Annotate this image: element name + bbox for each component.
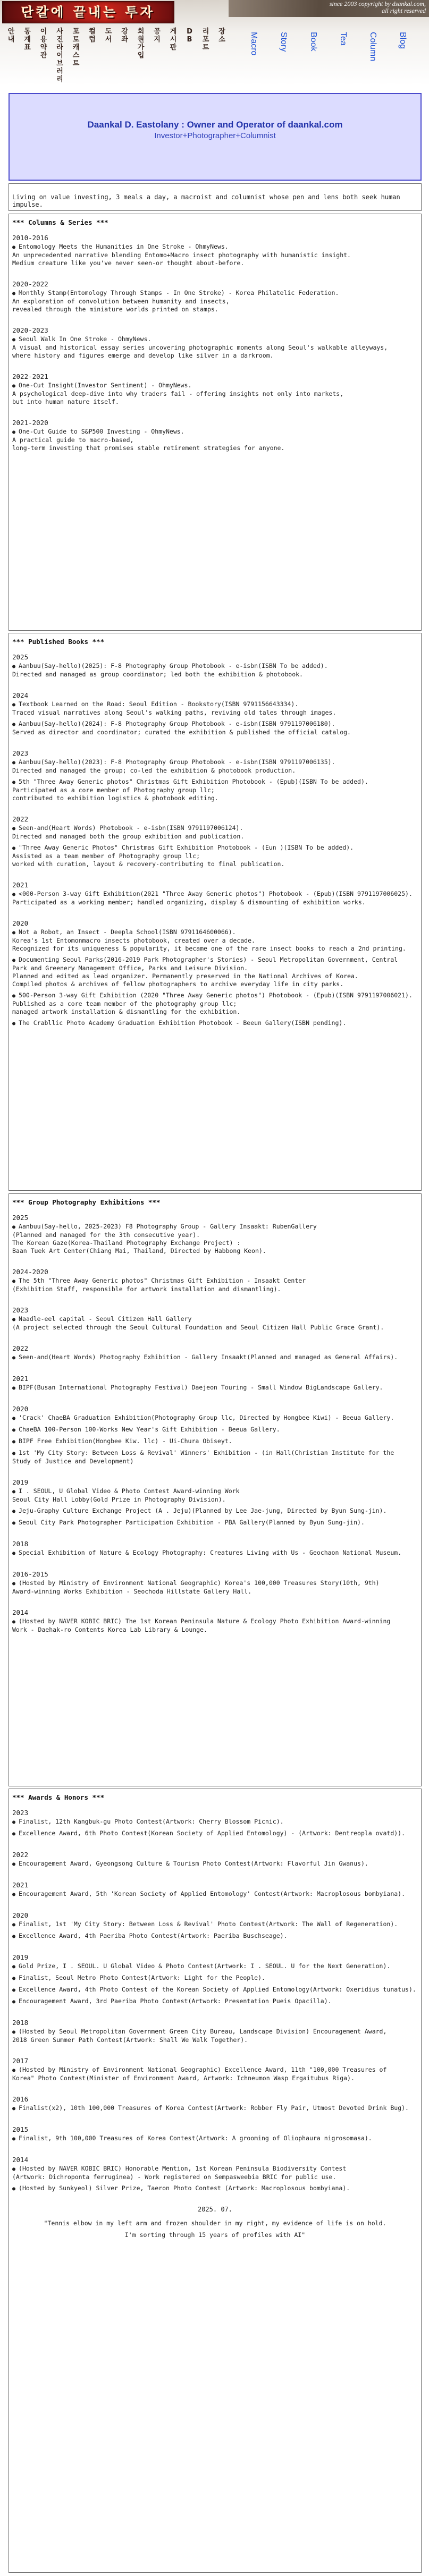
english-nav <box>249 32 427 80</box>
entry-detail: Published as a core team member of the photography group llc; <box>12 1000 237 1007</box>
entry-title: ● One-Cut Insight(Investor Sentiment) - OhmyNews. <box>12 382 418 390</box>
nav-item-char: 스 <box>72 52 80 60</box>
entry <box>12 700 418 717</box>
entry-detail: Directed and managed both the group exhibition and publication. <box>12 833 245 840</box>
entry <box>12 1353 418 1362</box>
entry <box>12 1829 418 1838</box>
entry-title: ● BIPF(Busan International Photography Festival) Daejeon Touring - Small Window BigLandscape Gallery. <box>12 1384 418 1392</box>
entry-title: ● Naadle-eel capital - Seoul Citizen Hall Gallery <box>12 1315 418 1324</box>
entry-detail: Planned and edited as lead organizer. Permanently preserved in the National Archives of Korea. <box>12 972 358 980</box>
year-group <box>12 1478 418 1527</box>
entry-title: ● ChaeBA 100-Person 100-Works New Year's Gift Exhibition - Beeua Gallery. <box>12 1426 418 1434</box>
nav-item-ko[interactable] <box>182 28 198 44</box>
year-label: 2019 <box>12 1953 29 1961</box>
entry-detail: A psychological deep-dive into why traders fail - offering insights not only into markets, <box>12 390 344 397</box>
entry <box>12 1932 418 1941</box>
entry-detail: but into human nature itself. <box>12 398 119 405</box>
year-label: 2015 <box>12 2125 29 2133</box>
entry <box>12 1579 418 1596</box>
nav-item-ko[interactable] <box>68 28 84 67</box>
entry <box>12 1519 418 1527</box>
entry-detail: Baan Tuek Art Center(Chiang Mai, Thailand, Directed by Habbong Keon). <box>12 1247 266 1255</box>
entry <box>12 382 418 406</box>
exhibitions-section <box>9 1193 422 1786</box>
entry-title: ● (Hosted by Sunkyeol) Silver Prize, Taeron Photo Contest (Artwork: Macroplosous bombyiana). <box>12 2184 418 2193</box>
entry <box>12 662 418 679</box>
year-group <box>12 691 418 736</box>
entry-title: ● Entomology Meets the Humanities in One Stroke - OhmyNews. <box>12 243 418 251</box>
year-label: 2022-2021 <box>12 372 48 380</box>
profile-box <box>9 93 422 181</box>
entry-title: ● Monthly Stamp(Entomology Through Stamps - In One Stroke) - Korea Philatelic Federation. <box>12 289 418 298</box>
nav-item-char: 원 <box>137 36 145 44</box>
entry <box>12 1997 418 2006</box>
entry-detail: (A project selected through the Seoul Cultural Foundation and Seoul Citizen Hall Public Grace Grant). <box>12 1324 384 1331</box>
entry-detail: long-term investing that promises stable retirement strategies for anyone. <box>12 444 285 452</box>
entry-detail: Korea's 1st Entomonmacro insects photobook, created over a decade. <box>12 937 255 944</box>
nav-item-char: 장 <box>218 28 225 36</box>
year-group <box>12 280 418 313</box>
entry-title: ● Aanbuu(Say-hello)(2023): F-8 Photography Group Photobook - e-isbn(ISBN 9791197006135). <box>12 758 418 767</box>
profile-name: Daankal D. Eastolany : Owner and Operator of daankal.com <box>87 120 343 130</box>
entry <box>12 1974 418 1982</box>
nav-item-char: B <box>187 36 192 44</box>
entry-title: ● (Hosted by NAVER KOBIC BRIC) Honorable Mention, 1st Korean Peninsula Biodiversity Contest <box>12 2165 418 2173</box>
entry-detail: worked with curation, layout & recovery-contributing to final publication. <box>12 860 285 868</box>
entry-title: ● Seoul City Park Photographer Participation Exhibition - PBA Gallery(Planned by Byun Sung-jin). <box>12 1519 418 1527</box>
year-group <box>12 1911 418 1941</box>
entry-title: ● Excellence Award, 4th Photo Contest of the Korean Society of Applied Entomology(Artwork: Oxeridius tunatus). <box>12 1986 418 1994</box>
nav-item-char: 공 <box>154 28 161 36</box>
site-logo[interactable]: 단칼에 끝내는 투자 <box>2 1 174 23</box>
year-label: 2021 <box>12 1881 29 1889</box>
entry <box>12 1920 418 1929</box>
nav-item-char: 캐 <box>72 44 80 52</box>
columns-title: *** Columns & Series *** <box>12 218 108 226</box>
nav-item-char: 토 <box>72 36 80 44</box>
nav-item-char: 판 <box>170 44 177 52</box>
year-group <box>12 326 418 360</box>
entry-title: ● Excellence Award, 4th Paeriba Photo Contest(Artwork: Paeriba Buschseage). <box>12 1932 418 1941</box>
nav-item-char: 통 <box>24 28 31 36</box>
year-label: 2017 <box>12 2057 29 2065</box>
nav-item-char: 게 <box>170 28 177 36</box>
nav-item-char: D <box>187 28 192 36</box>
nav-item-char: 시 <box>170 36 177 44</box>
nav-item-char: 이 <box>56 52 63 60</box>
entry <box>12 1223 418 1255</box>
entry <box>12 2184 418 2193</box>
year-label: 2025 <box>12 653 29 661</box>
year-group <box>12 749 418 802</box>
year-label: 2024-2020 <box>12 1268 48 1276</box>
nav-item-story[interactable]: Story <box>279 32 288 52</box>
rights-text: all right reserved <box>382 7 426 14</box>
exhibitions-title: *** Group Photography Exhibitions *** <box>12 1198 161 1206</box>
year-label: 2024 <box>12 691 29 699</box>
entry <box>12 1426 418 1434</box>
year-label: 2014 <box>12 2156 29 2164</box>
year-label: 2010-2016 <box>12 234 48 242</box>
nav-item-char: 리 <box>202 28 209 36</box>
year-label: 2020-2023 <box>12 326 48 334</box>
nav-item-ko[interactable] <box>117 28 133 44</box>
entry <box>12 1437 418 1446</box>
nav-item-char: 관 <box>40 52 47 60</box>
entry <box>12 2104 418 2113</box>
entry-title: ● Encouragement Award, 3rd Paeriba Photo Contest(Artwork: Presentation Pueis Opacilla). <box>12 1997 418 2006</box>
entry <box>12 1986 418 1994</box>
entry <box>12 720 418 736</box>
entry <box>12 956 418 988</box>
entry <box>12 1860 418 1868</box>
nav-item-char: 내 <box>7 36 15 44</box>
year-label: 2018 <box>12 1540 29 1548</box>
entry <box>12 1507 418 1515</box>
since-text: since 2003 copyright by dsankal.com, <box>329 0 426 7</box>
year-label: 2016 <box>12 2095 29 2103</box>
entry <box>12 2028 418 2044</box>
nav-item-char: 이 <box>40 28 47 36</box>
entry-title: ● One-Cut Guide to S&P500 Investing - OhmyNews. <box>12 428 418 436</box>
nav-item-ko[interactable] <box>149 28 165 44</box>
nav-item-ko[interactable] <box>36 28 52 60</box>
nav-item-book[interactable]: Book <box>309 32 318 52</box>
entry <box>12 1890 418 1899</box>
year-group <box>12 1214 418 1255</box>
entry-title: ● Finalist, 12th Kangbuk-gu Photo Contest(Artwork: Cherry Blossom Picnic). <box>12 1818 418 1826</box>
year-label: 2021 <box>12 881 29 889</box>
closing-quote-1: "Tennis elbow in my left arm and frozen shoulder in my right, my evidence of life is on hold. <box>44 2219 386 2227</box>
nav-item-ko[interactable] <box>133 28 149 60</box>
entry-title: ● Special Exhibition of Nature & Ecology Photography: Creatures Living with Us - Geochaon National Museum. <box>12 1549 418 1557</box>
year-group <box>12 1809 418 1838</box>
nav-item-char: 브 <box>56 60 63 67</box>
motto-text: Living on value investing, 3 meals a day, a macroist and columnist whose pen and lens both seek human impulse. <box>12 193 400 208</box>
entry <box>12 2165 418 2181</box>
nav-item-char: 좌 <box>121 36 128 44</box>
nav-item-char: 컬 <box>89 28 96 36</box>
closing-quote-2: I'm sorting through 15 years of profiles with AI" <box>124 2231 306 2239</box>
entry <box>12 1487 418 1504</box>
year-group <box>12 1540 418 1557</box>
year-group <box>12 2125 418 2143</box>
nav-item-char: 서 <box>105 36 112 44</box>
nav-item-macro[interactable]: Macro <box>249 32 258 56</box>
year-label: 2021-2020 <box>12 419 48 427</box>
nav-item-char: 계 <box>24 36 31 44</box>
year-label: 2020 <box>12 1911 29 1919</box>
entry-title: ● 'Crack' ChaeBA Graduation Exhibition(Photography Group llc, Directed by Hongbee Kiwi) - Beeua Gallery. <box>12 1414 418 1422</box>
entry <box>12 890 418 906</box>
entry-title: ● Seen-and(Heart Words) Photography Exhibition - Gallery Insaakt(Planned and managed as General Affairs). <box>12 1353 418 1362</box>
entry <box>12 1277 418 1293</box>
entry-title: ● I . SEOUL, U Global Video & Photo Contest Award-winning Work <box>12 1487 418 1496</box>
entry-detail: Park and Greenery Management Office, Parks and Leisure Division. <box>12 964 248 972</box>
entry-detail: (Artwork: Dichroponta ferruginea) - Work registered on Sempasweebia BRIC for public use. <box>12 2173 337 2181</box>
entry-detail: Traced visual narratives along Seoul's walking paths, reviving old tales through images. <box>12 709 337 716</box>
entry <box>12 2134 418 2143</box>
entry <box>12 758 418 775</box>
entry-title: ● The Crabllic Photo Academy Graduation Exhibition Photobook - Beeun Gallery(ISBN pending). <box>12 1019 418 1028</box>
year-group <box>12 2156 418 2193</box>
nav-item-char: 포 <box>72 28 80 36</box>
year-group <box>12 1953 418 2006</box>
year-group <box>12 234 418 267</box>
entry-detail: Medium creature like you've never seen-or thought about-before. <box>12 259 245 267</box>
year-group <box>12 881 418 906</box>
entry-detail: Award-winning Works Exhibition - Seochoda Hillstate Gallery Hall. <box>12 1588 252 1595</box>
entry <box>12 778 418 802</box>
year-label: 2019 <box>12 1478 29 1486</box>
year-group <box>12 1306 418 1332</box>
year-group <box>12 815 418 868</box>
year-group <box>12 919 418 1028</box>
entry-title: ● Jeju-Graphy Culture Exchange Project (A . Jeju)(Planned by Lee Jae-jung, Directed by Byun Sung-jin). <box>12 1507 418 1515</box>
entry <box>12 1384 418 1392</box>
year-group <box>12 2095 418 2113</box>
year-label: 2018 <box>12 2019 29 2027</box>
nav-item-char: 라 <box>56 44 63 52</box>
motto-box <box>9 183 422 211</box>
nav-item-char: 용 <box>40 36 47 44</box>
columns-section <box>9 214 422 631</box>
entry <box>12 1617 418 1634</box>
entry-detail: The Korean Gaze(Korea-Thailand Photography Exchange Project) : <box>12 1239 241 1247</box>
nav-item-blog[interactable]: Blog <box>398 32 407 49</box>
entry <box>12 1449 418 1465</box>
entry-title: ● Textbook Learned on the Road: Seoul Edition - Bookstory(ISBN 9791156643334). <box>12 700 418 709</box>
nav-item-char: 사 <box>56 28 63 36</box>
entry-title: ● Aanbuu(Say-hello)(2024): F-8 Photography Group Photobook - e-isbn(ISBN 9791197006180). <box>12 720 418 728</box>
year-label: 2014 <box>12 1608 29 1616</box>
nav-item-char: 지 <box>154 36 161 44</box>
entry-detail: (Planned and managed for the 3th consecutive year). <box>12 1231 200 1239</box>
closing-date: 2025. 07. <box>197 2206 233 2213</box>
entry <box>12 1818 418 1826</box>
year-group <box>12 419 418 452</box>
entry-title: ● Finalist, 9th 100,000 Treasures of Korea Contest(Artwork: A grooming of Oliophaura nigrosomasa). <box>12 2134 418 2143</box>
profile-roles: Investor+Photographer+Columnist <box>154 131 276 140</box>
year-group <box>12 1268 418 1293</box>
entry <box>12 1549 418 1557</box>
awards-title: *** Awards & Honors *** <box>12 1793 105 1801</box>
entry-detail: Work - Daehak-ro Contents Korea Lab Library & Lounge. <box>12 1626 207 1633</box>
entry-detail: Assisted as a team member of Photography group llc; <box>12 852 200 860</box>
entry-title: ● Aanbuu(Say-hello, 2025-2023) F8 Photography Group - Gallery Insaakt: RubenGallery <box>12 1223 418 1231</box>
korean-nav <box>3 28 232 81</box>
nav-item-char: 럼 <box>89 36 96 44</box>
year-group <box>12 1570 418 1596</box>
entry <box>12 1414 418 1422</box>
entry-title: ● (Hosted by NAVER KOBIC BRIC) The 1st Korean Peninsula Nature & Ecology Photo Exhibition Award-winning <box>12 1617 418 1626</box>
entry <box>12 992 418 1016</box>
entry-title: ● 500-Person 3-way Gift Exhibition (2020 "Three Away Generic photos") Photobook - (Epub)(ISBN 9791197006021). <box>12 992 418 1000</box>
entry <box>12 428 418 452</box>
nav-item-ko[interactable] <box>165 28 181 52</box>
awards-section <box>9 1789 422 2573</box>
entry <box>12 1962 418 1971</box>
entry-detail: Participated as a working member; handled organizing, display & dismounting of exhibition works. <box>12 899 366 906</box>
year-group <box>12 1405 418 1465</box>
nav-item-char: 약 <box>40 44 47 52</box>
entry-detail: Participated as a core member of Photography group llc; <box>12 786 215 794</box>
nav-item-char: 회 <box>137 28 145 36</box>
entry-detail: managed artwork installation & dismantling for the exhibition. <box>12 1008 241 1015</box>
year-label: 2023 <box>12 749 29 757</box>
closing <box>12 2206 418 2241</box>
year-group <box>12 1608 418 1634</box>
entry-detail: Study of Justice and Development) <box>12 1458 134 1465</box>
entry-title: ● (Hosted by Seoul Metropolitan Government Green City Bureau, Landscape Division) Encouragement Award, <box>12 2028 418 2036</box>
entry-title: ● <000-Person 3-way Gift Exhibition(2021 "Three Away Generic photos") Photobook - (Epub)(ISBN 9791197006025). <box>12 890 418 899</box>
entry-detail: An exploration of convolution between humanity and insects, <box>12 298 230 305</box>
year-group <box>12 1344 418 1362</box>
entry-detail: Directed and managed the group; co-led the exhibition & photobook production. <box>12 767 296 774</box>
entry-detail: Recognized for its uniqueness & popularity, it became one of the rare insect books to reach a 2nd printing. <box>12 945 406 952</box>
entry <box>12 289 418 313</box>
nav-item-column[interactable]: Column <box>368 32 377 62</box>
entry <box>12 1315 418 1332</box>
year-label: 2022 <box>12 1851 29 1859</box>
entry-title: ● Finalist(x2), 10th 100,000 Treasures of Korea Contest(Artwork: Robber Fly Pair, Utmost Devoted Drink Bug). <box>12 2104 418 2113</box>
year-label: 2016-2015 <box>12 1570 48 1578</box>
year-group <box>12 2019 418 2044</box>
entry-title: ● (Hosted by Ministry of Environment National Geographic) Korea's 100,000 Treasures Story(10th, 9th) <box>12 1579 418 1588</box>
year-label: 2020 <box>12 919 29 927</box>
books-list <box>12 653 418 1028</box>
entry-title: ● "Three Away Generic Photos" Christmas Gift Exhibition Photobook - (Eun )(ISBN To be added). <box>12 844 418 852</box>
entry-title: ● Aanbuu(Say-hello)(2025): F-8 Photography Group Photobook - e-isbn(ISBN To be added). <box>12 662 418 671</box>
entry-title: ● Seen-and(Heart Words) Photobook - e-isbn(ISBN 9791197006124). <box>12 824 418 833</box>
entry <box>12 2066 418 2082</box>
entry-detail: Seoul City Hall Lobby(Gold Prize in Photography Division). <box>12 1496 226 1503</box>
entry <box>12 335 418 360</box>
nav-item-char: 강 <box>121 28 128 36</box>
top-banner <box>0 0 429 85</box>
nav-item-char: 러 <box>56 67 63 75</box>
year-group <box>12 372 418 406</box>
entry-detail: An unprecedented narrative blending Entomo+Macro insect photography with humanistic insight. <box>12 251 351 259</box>
entry-detail: Korea" Photo Contest(Minister of Environment Award, Artwork: Ichneumon Wasp Ergaitubus Riga). <box>12 2074 355 2082</box>
entry-title: ● (Hosted by Ministry of Environment National Geographic) Excellence Award, 11th "100,000 Treasures of <box>12 2066 418 2074</box>
nav-item-char: 트 <box>72 60 80 67</box>
entry-detail: Directed and managed as group coordinator; led both the exhibition & photobook. <box>12 671 303 678</box>
entry-title: ● Excellence Award, 6th Photo Contest(Korean Society of Applied Entomology) - (Artwork: Dentreopla ovatd)). <box>12 1829 418 1838</box>
entry-detail: 2018 Green Summer Path Contest(Artwork: Shall We Walk Together). <box>12 2036 248 2044</box>
year-label: 2025 <box>12 1214 29 1222</box>
nav-item-ko[interactable] <box>85 28 100 44</box>
nav-item-tea[interactable]: Tea <box>339 32 348 46</box>
exhibitions-list <box>12 1214 418 1634</box>
entry-title: ● Gold Prize, I . SEOUL. U Global Video & Photo Contest(Artwork: I . SEOUL. U for the Next Generation). <box>12 1962 418 1971</box>
nav-item-ko[interactable] <box>3 28 19 44</box>
year-label: 2022 <box>12 815 29 823</box>
entry-title: ● Encouragement Award, 5th 'Korean Society of Applied Entomology' Contest(Artwork: Macroplosous bombyiana). <box>12 1890 418 1899</box>
entry-title: ● 5th "Three Away Generic photos" Christmas Gift Exhibition Photobook - (Epub)(ISBN To be added). <box>12 778 418 786</box>
entry <box>12 928 418 953</box>
columns-list <box>12 234 418 452</box>
nav-item-ko[interactable] <box>52 28 68 83</box>
nav-item-char: 가 <box>137 44 145 52</box>
nav-item-char: 소 <box>218 36 225 44</box>
nav-item-char: 진 <box>56 36 63 44</box>
nav-item-char: 도 <box>105 28 112 36</box>
nav-item-ko[interactable] <box>20 28 36 52</box>
entry-title: ● Documenting Seoul Parks(2016-2019 Park Photographer's Stories) - Seoul Metropolitan Government, Central <box>12 956 418 964</box>
year-group <box>12 2057 418 2082</box>
entry-detail: revealed through the miniature worlds printed on stamps. <box>12 306 218 313</box>
entry-title: ● Finalist, 1st 'My City Story: Between Loss & Revival' Photo Contest(Artwork: The Wall of Regeneration). <box>12 1920 418 1929</box>
year-label: 2023 <box>12 1809 29 1817</box>
year-label: 2023 <box>12 1306 29 1314</box>
entry-detail: A visual and historical essay series uncovering photographic moments along Seoul's walkable alleyways, <box>12 344 388 351</box>
entry <box>12 844 418 868</box>
entry-title: ● Finalist, Seoul Metro Photo Contest(Artwork: Light for the People). <box>12 1974 418 1982</box>
nav-item-char: 안 <box>7 28 15 36</box>
nav-item-ko[interactable] <box>100 28 116 44</box>
year-label: 2022 <box>12 1344 29 1352</box>
copyright-banner <box>229 0 429 17</box>
year-group <box>12 653 418 679</box>
books-section <box>9 633 422 1191</box>
year-label: 2020 <box>12 1405 29 1413</box>
entry <box>12 1019 418 1028</box>
year-group <box>12 1881 418 1899</box>
entry-title: ● Encouragement Award, Gyeongsong Culture & Tourism Photo Contest(Artwork: Flavorful Jin Gwanus). <box>12 1860 418 1868</box>
awards-list <box>12 1809 418 2193</box>
nav-item-char: 리 <box>56 75 63 83</box>
entry-title: ● 1st 'My City Story: Between Loss & Revival' Winners' Exhibition - (in Hall(Christian Institute for the <box>12 1449 418 1458</box>
nav-item-ko[interactable] <box>214 28 230 44</box>
nav-item-char: 포 <box>202 36 209 44</box>
year-label: 2021 <box>12 1375 29 1383</box>
entry-title: ● Not a Robot, an Insect - Deepla School(ISBN 9791164600066). <box>12 928 418 937</box>
entry-title: ● BIPF Free Exhibition(Hongbee Kiw. llc) - Ui-Chura Obiseyt. <box>12 1437 418 1446</box>
nav-item-char: 표 <box>24 44 31 52</box>
entry-detail: Served as director and coordinator; curated the exhibition & published the official catalog. <box>12 728 351 736</box>
year-group <box>12 1851 418 1868</box>
entry-detail: where history and figures emerge and develop like silver in a darkroom. <box>12 352 274 359</box>
year-label: 2020-2022 <box>12 280 48 288</box>
entry-detail: contributed to exhibition logistics & photobook editing. <box>12 794 218 802</box>
books-title: *** Published Books *** <box>12 638 105 646</box>
entry-detail: Compiled photos & archives of fellow photographers to archive everyday life in city parks. <box>12 980 344 988</box>
year-group <box>12 1375 418 1392</box>
entry-detail: A practical guide to macro-based, <box>12 436 134 444</box>
nav-item-ko[interactable] <box>198 28 214 52</box>
entry-title: ● Seoul Walk In One Stroke - OhmyNews. <box>12 335 418 344</box>
nav-item-char: 트 <box>202 44 209 52</box>
entry <box>12 824 418 841</box>
entry <box>12 243 418 267</box>
nav-item-char: 입 <box>137 52 145 60</box>
entry-detail: (Exhibition Staff, responsible for artwork installation and dismantling). <box>12 1285 281 1293</box>
entry-title: ● The 5th "Three Away Generic photos" Christmas Gift Exhibition - Insaakt Center <box>12 1277 418 1285</box>
